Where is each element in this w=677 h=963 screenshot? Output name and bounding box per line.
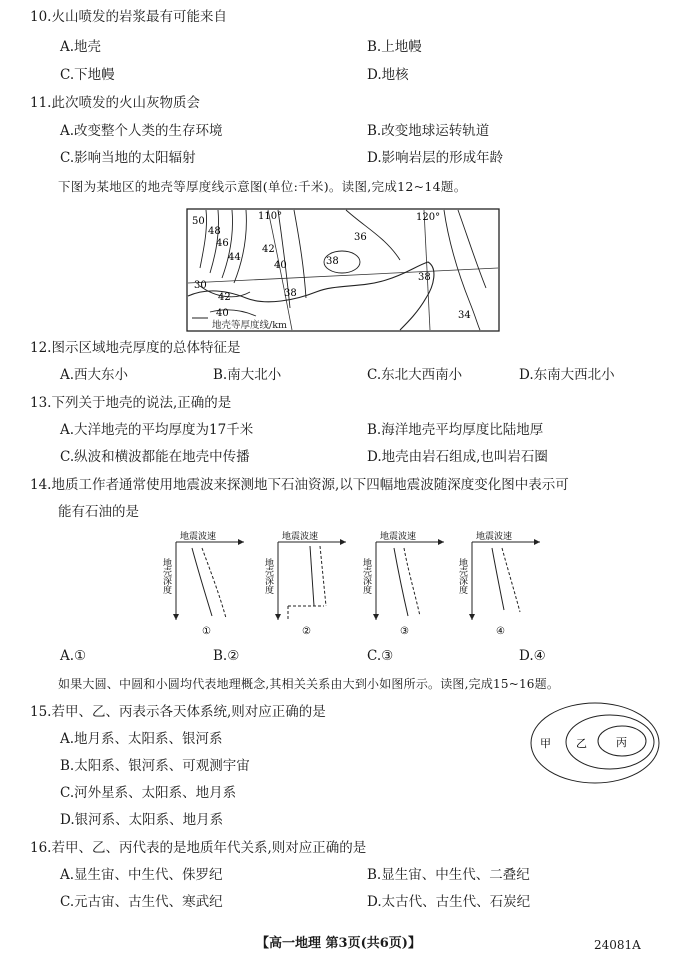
graph-3-x-label: 地震波速	[380, 532, 417, 542]
question-16-stem: 16.若甲、乙、丙代表的是地质年代关系,则对应正确的是	[30, 840, 367, 856]
question-12-option-a: A.西大东小	[60, 367, 129, 383]
question-11-stem: 11.此次喷发的火山灰物质会	[30, 95, 200, 111]
graph-3-y-label: 地壳深度	[361, 558, 371, 594]
question-13-option-a: A.大洋地壳的平均厚度为17千米	[60, 422, 254, 438]
question-12-option-c: C.东北大西南小	[367, 367, 463, 383]
seismic-graph-4	[456, 530, 546, 638]
contour-label-48: 48	[208, 226, 221, 237]
contour-label-38-c: 38	[418, 272, 431, 283]
question-10-option-a: A.地壳	[60, 39, 102, 55]
graph-1-y-label: 地壳深度	[161, 558, 171, 594]
question-11-option-b: B.改变地球运转轨道	[367, 123, 490, 139]
lon-label-120: 120°	[416, 212, 441, 223]
circle-label-inner: 丙	[616, 736, 627, 749]
question-13-option-c: C.纵波和横波都能在地壳中传播	[60, 449, 250, 465]
graph-1-mark: ①	[202, 626, 211, 637]
question-12-stem: 12.图示区域地壳厚度的总体特征是	[30, 340, 241, 356]
question-15-option-c: C.河外星系、太阳系、地月系	[60, 785, 237, 801]
question-14-option-c: C.③	[367, 648, 394, 664]
question-11-option-d: D.影响岩层的形成年龄	[367, 150, 504, 166]
contour-label-42: 42	[262, 244, 275, 255]
circle-label-outer: 甲	[540, 737, 551, 750]
graph-2-y-label: 地壳深度	[263, 558, 273, 594]
question-16-option-c: C.元古宙、古生代、寒武纪	[60, 894, 223, 910]
question-10-option-c: C.下地幔	[60, 67, 115, 83]
intro-12-14: 下图为某地区的地壳等厚度线示意图(单位:千米)。读图,完成12~14题。	[58, 179, 467, 194]
graph-4-y-label: 地壳深度	[457, 558, 467, 594]
nested-circles-diagram	[528, 700, 662, 786]
question-14-option-d: D.④	[519, 648, 546, 664]
footer-exam-code: 24081A	[594, 938, 641, 952]
question-16-option-b: B.显生宙、中生代、二叠纪	[367, 867, 530, 883]
question-10-stem: 10.火山喷发的岩浆最有可能来自	[30, 9, 227, 25]
contour-label-44: 44	[228, 252, 241, 263]
contour-label-38: 38	[326, 256, 339, 267]
circle-label-middle: 乙	[576, 737, 587, 750]
question-16-option-d: D.太古代、古生代、石炭纪	[367, 894, 531, 910]
crust-thickness-contour-map	[186, 208, 500, 332]
contour-label-40: 40	[274, 260, 287, 271]
intro-15-16: 如果大圆、中圆和小圆均代表地理概念,其相关关系由大到小如图所示。读图,完成15~16题。	[58, 677, 560, 691]
graph-1-x-label: 地震波速	[180, 532, 217, 542]
question-13-option-d: D.地壳由岩石组成,也叫岩石圈	[367, 449, 548, 465]
question-15-option-b: B.太阳系、银河系、可观测宇宙	[60, 758, 250, 774]
contour-label-34: 34	[458, 310, 471, 321]
question-12-option-d: D.东南大西北小	[519, 367, 615, 383]
graph-2-x-label: 地震波速	[282, 532, 319, 542]
question-11-option-a: A.改变整个人类的生存环境	[60, 123, 223, 139]
question-13-stem: 13.下列关于地壳的说法,正确的是	[30, 395, 232, 411]
graph-4-x-label: 地震波速	[476, 532, 513, 542]
contour-label-46: 46	[216, 238, 229, 249]
question-11-option-c: C.影响当地的太阳辐射	[60, 150, 196, 166]
question-10-option-b: B.上地幔	[367, 39, 422, 55]
question-14-option-b: B.②	[213, 648, 240, 664]
contour-label-36: 36	[354, 232, 367, 243]
contour-label-42-b: 42	[218, 292, 231, 303]
question-15-option-a: A.地月系、太阳系、银河系	[60, 731, 223, 747]
question-14-stem-line2: 能有石油的是	[58, 504, 139, 520]
lon-label-110: 110°	[258, 211, 283, 222]
seismic-graph-1	[160, 530, 250, 638]
question-13-option-b: B.海洋地壳平均厚度比陆地厚	[367, 422, 544, 438]
question-15-stem: 15.若甲、乙、丙表示各天体系统,则对应正确的是	[30, 704, 326, 720]
contour-label-38-b: 38	[284, 288, 297, 299]
contour-label-50: 50	[192, 216, 205, 227]
question-10-option-d: D.地核	[367, 67, 409, 83]
question-14-option-a: A.①	[60, 648, 87, 664]
contour-label-30: 30	[194, 280, 207, 291]
graph-2-mark: ②	[302, 626, 311, 637]
seismic-graph-3	[360, 530, 450, 638]
contour-legend: 地壳等厚度线/km	[212, 320, 287, 331]
seismic-graph-2	[262, 530, 352, 638]
question-14-stem-line1: 14.地质工作者通常使用地震波来探测地下石油资源,以下四幅地震波随深度变化图中表示可	[30, 477, 569, 493]
question-15-option-d: D.银河系、太阳系、地月系	[60, 812, 224, 828]
footer-page-info: 【高一地理 第3页(共6页)】	[256, 936, 421, 951]
graph-3-mark: ③	[400, 626, 409, 637]
question-12-option-b: B.南大北小	[213, 367, 282, 383]
question-16-option-a: A.显生宙、中生代、侏罗纪	[60, 867, 223, 883]
graph-4-mark: ④	[496, 626, 505, 637]
contour-label-40-b: 40	[216, 308, 229, 319]
